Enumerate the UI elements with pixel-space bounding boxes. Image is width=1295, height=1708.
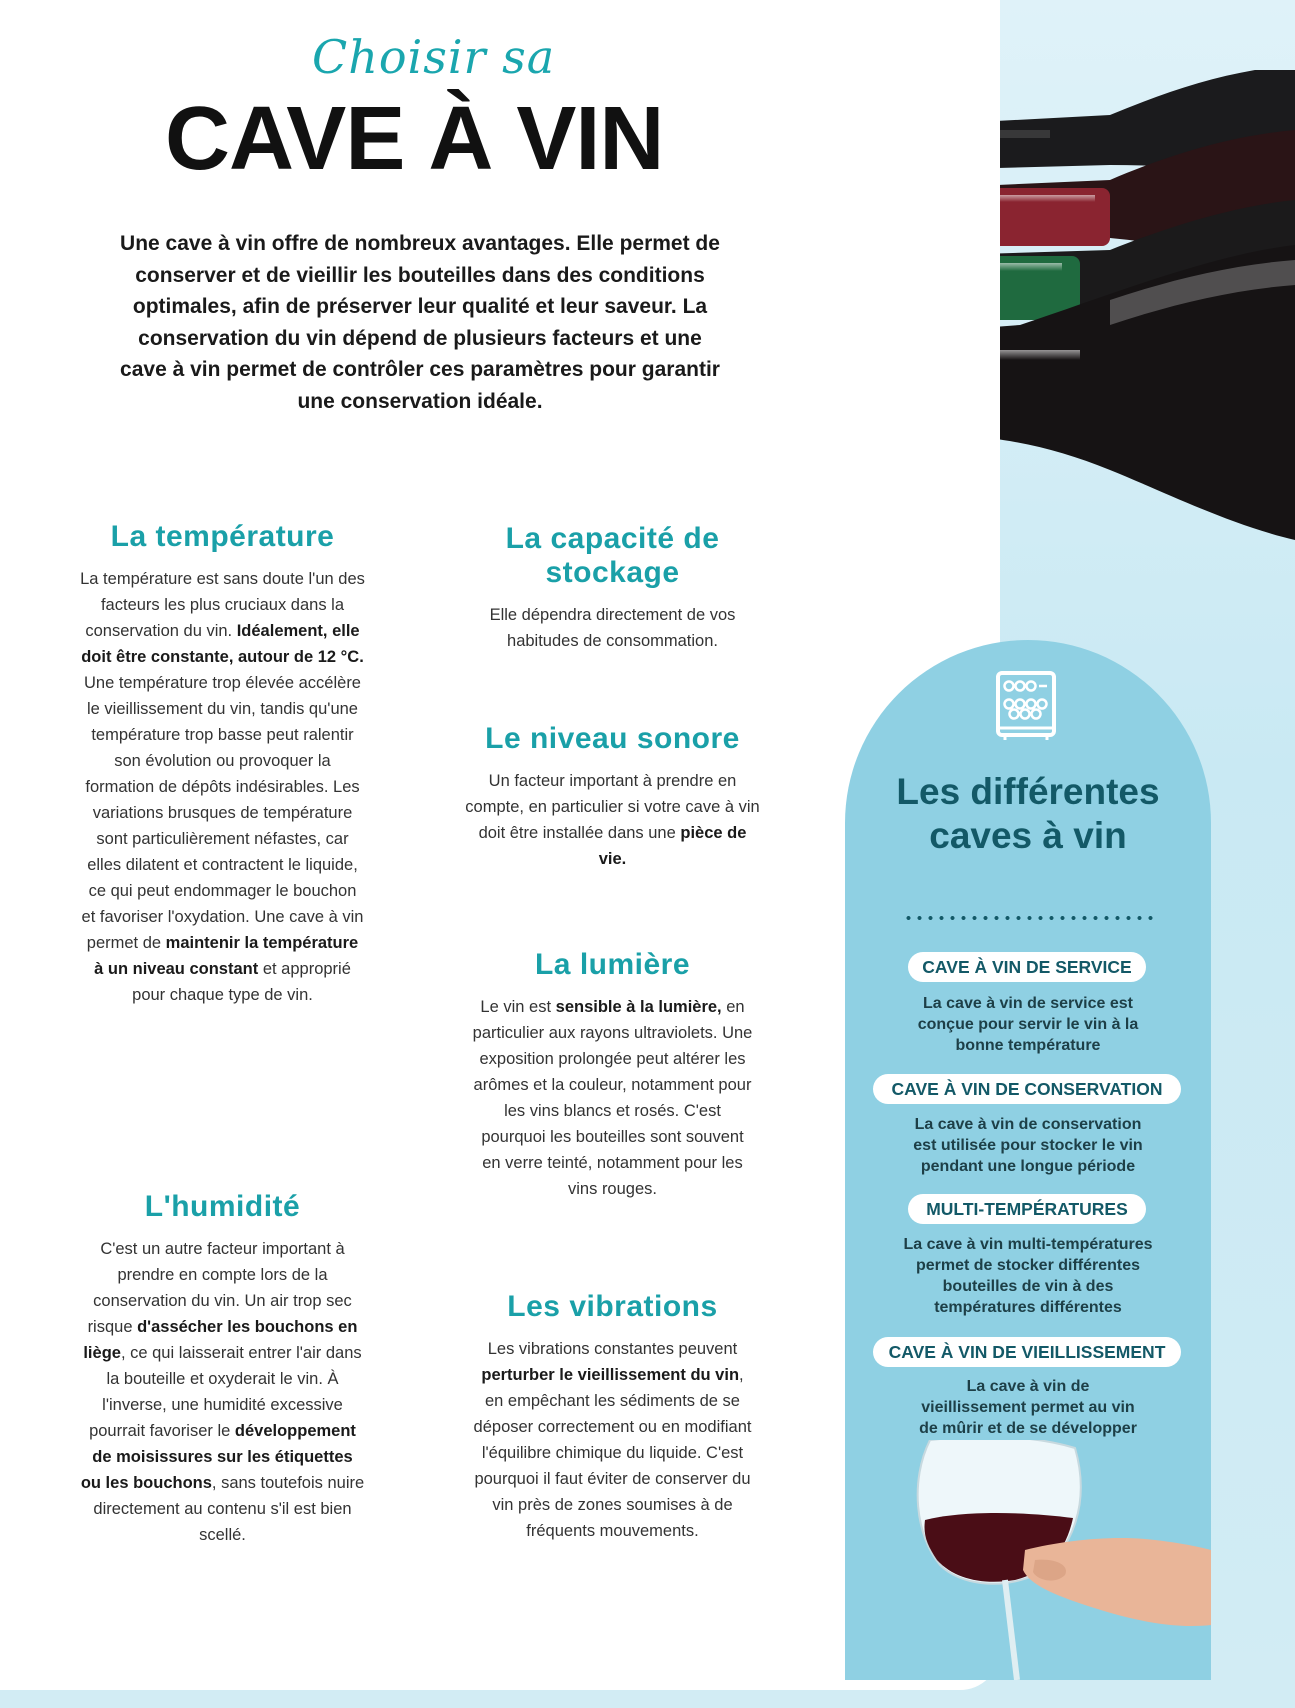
section-light — [470, 948, 755, 1202]
section-title: L'humidité — [144, 1190, 301, 1223]
section-text: La température est sans doute l'un des facteurs les plus cruciaux dans la conservation du vin. Idéalement, elle doit être constante, autour de 12 °C. Une température trop élevée accélère le vieillissement du vin, tandis qu'une température trop basse peut ralentir son évolution ou provoquer la formation de dépôts indésirables. Les variations brusques de température sont particulièrement néfastes, car elles dilatent et contractent le liquide, ce qui peut endommager le bouchon et favoriser l'oxydation. Une cave à vin permet de maintenir la température à un niveau constant et approprié pour chaque type de vin. — [80, 570, 365, 1004]
type-label-vieillissement: CAVE À VIN DE VIEILLISSEMENT — [873, 1337, 1181, 1367]
type-label-service: CAVE À VIN DE SERVICE — [908, 952, 1146, 982]
dotted-divider — [903, 915, 1153, 921]
intro-paragraph: Une cave à vin offre de nombreux avantages. Elle permet de conserver et de vieillir les bouteilles dans des conditions optimales, afin de préserver leur qualité et leur saveur. La conservation du vin dépend de plusieurs facteurs et une cave à vin permet de contrôler ces paramètres pour garantir une conservation idéale. — [120, 232, 720, 413]
section-noise — [465, 722, 760, 872]
section-title: La capacité de stockage — [505, 522, 720, 589]
section-temperature — [80, 520, 365, 1008]
section-humidity — [80, 1190, 365, 1548]
title-kicker: Choisir sa — [312, 30, 556, 84]
section-vibrations — [470, 1290, 755, 1544]
type-label-multi: MULTI-TEMPÉRATURES — [908, 1194, 1146, 1224]
section-text: C'est un autre facteur important à prendre en compte lors de la conservation du vin. Un air trop sec risque d'assécher les bouchons en liège, ce qui laisserait entrer l'air dans la bouteille et oxyderait le vin. À l'inverse, une humidité excessive pourrait favoriser le développement de moisissures sur les étiquettes ou les bouchons, sans toutefois nuire directement au contenu s'il est bien scellé. — [80, 1240, 365, 1544]
section-capacity — [470, 522, 755, 654]
section-text: Le vin est sensible à la lumière, en particulier aux rayons ultraviolets. Une exposition prolongée peut altérer les arômes et la couleur, notamment pour les vins blancs et rosés. C'est pourquoi les bouteilles sont souvent en verre teinté, notamment pour les vins rouges. — [472, 998, 753, 1198]
section-text: Elle dépendra directement de vos habitudes de consommation. — [489, 606, 736, 650]
section-text: Un facteur important à prendre en compte, en particulier si votre cave à vin doit être installée dans une pièce de vie. — [465, 772, 760, 868]
type-desc-multi: La cave à vin multi-températures permet de stocker différentes bouteilles de vin à des températures différentes — [903, 1236, 1153, 1316]
wine-glass-image — [905, 1440, 1211, 1680]
section-title: La température — [110, 520, 335, 553]
type-label-conservation: CAVE À VIN DE CONSERVATION — [873, 1074, 1181, 1104]
section-title: La lumière — [534, 948, 691, 981]
wine-fridge-icon — [995, 670, 1057, 742]
panel-title: Les différentes caves à vin — [896, 771, 1160, 856]
section-title: Le niveau sonore — [485, 722, 740, 755]
section-title: Les vibrations — [507, 1290, 718, 1323]
type-desc-service: La cave à vin de service est conçue pour servir le vin à la bonne température — [917, 995, 1139, 1054]
type-desc-conservation: La cave à vin de conservation est utilisée pour stocker le vin pendant une longue période — [913, 1116, 1143, 1175]
type-desc-vieillissement: La cave à vin de vieillissement permet au vin de mûrir et de se développer — [919, 1378, 1137, 1437]
page-title: CAVE À VIN — [165, 89, 664, 189]
section-text: Les vibrations constantes peuvent perturber le vieillissement du vin, en empêchant les sédiments de se déposer correctement ou en modifiant l'équilibre chimique du liquide. C'est pourquoi il faut éviter de conserver du vin près de zones soumises à de fréquents mouvements. — [473, 1340, 752, 1540]
